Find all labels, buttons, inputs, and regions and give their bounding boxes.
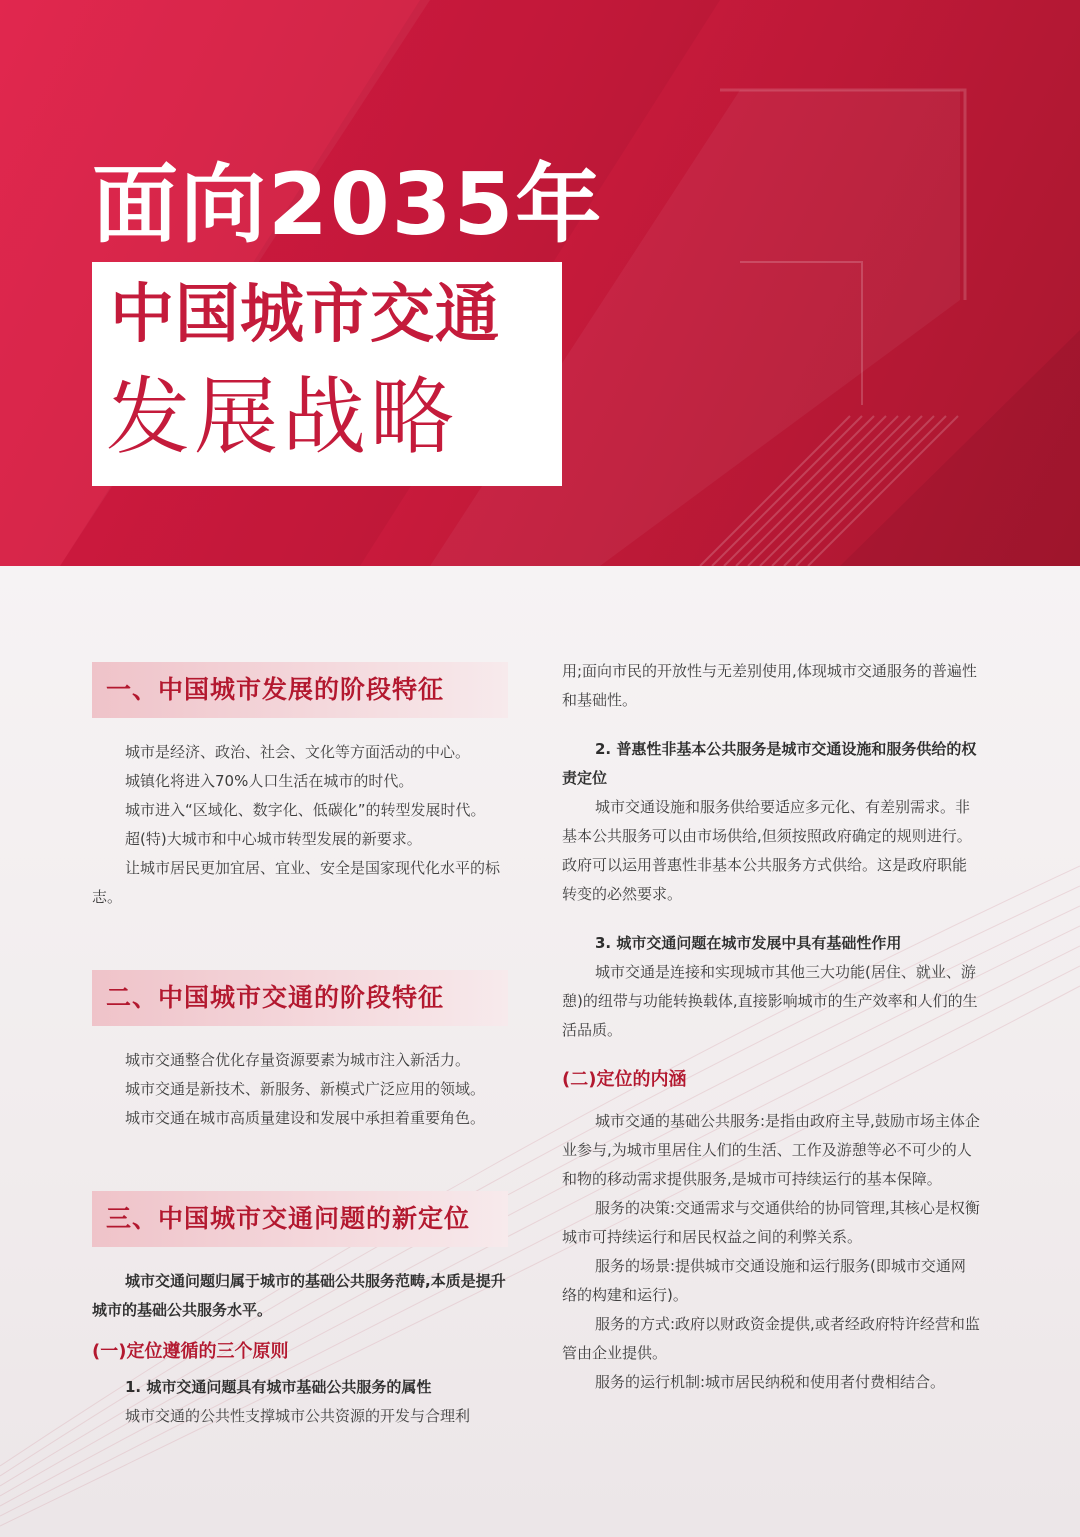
title-line-1: 面向2035年 <box>92 155 604 255</box>
principle-3-text: 城市交通是连接和实现城市其他三大功能(居住、就业、游憩)的纽带与功能转换载体,直接影响城市的生产效率和人们的生活品质。 <box>562 963 978 1039</box>
section-2-paragraph: 城市交通整合优化存量资源要素为城市注入新活力。 <box>125 1051 471 1069</box>
section-2-paragraph: 城市交通在城市高质量建设和发展中承担着重要角色。 <box>125 1109 486 1127</box>
principle-2-title: 2. 普惠性非基本公共服务是城市交通设施和服务供给的权责定位 <box>562 740 977 787</box>
section-3-lead: 城市交通问题归属于城市的基础公共服务范畴,本质是提升城市的基础公共服务水平。 <box>92 1272 506 1319</box>
left-column <box>92 662 508 1431</box>
connotation-paragraph: 服务的方式:政府以财政资金提供,或者经政府特许经营和监管由企业提供。 <box>562 1315 980 1362</box>
title-line-2: 中国城市交通 <box>110 278 500 352</box>
section-3-heading-band <box>92 1191 508 1247</box>
connotation-paragraph: 服务的场景:提供城市交通设施和运行服务(即城市交通网络的构建和运行)。 <box>562 1257 966 1304</box>
section-1-paragraph: 城市进入“区域化、数字化、低碳化”的转型发展时代。 <box>125 801 486 819</box>
connotation-paragraph: 城市交通的基础公共服务:是指由政府主导,鼓励市场主体企业参与,为城市里居住人们的生活、工作及游憩等必不可少的人和物的移动需求提供服务,是城市可持续运行的基本保障。 <box>562 1112 980 1188</box>
connotation-paragraph: 服务的决策:交通需求与交通供给的协同管理,其核心是权衡城市可持续运行和居民权益之间的利弊关系。 <box>562 1199 980 1246</box>
section-1-paragraph: 超(特)大城市和中心城市转型发展的新要求。 <box>125 830 422 848</box>
section-1-heading-band <box>92 662 508 718</box>
hero-banner <box>0 0 1080 566</box>
right-column <box>562 657 980 1397</box>
section-1-paragraph: 让城市居民更加宜居、宜业、安全是国家现代化水平的标志。 <box>92 859 501 906</box>
principle-2-text: 城市交通设施和服务供给要适应多元化、有差别需求。非基本公共服务可以由市场供给,但须按照政府确定的规则进行。政府可以运用普惠性非基本公共服务方式供给。这是政府职能转变的必然要求。 <box>562 798 972 903</box>
section-1-paragraph: 城市是经济、政治、社会、文化等方面活动的中心。 <box>125 743 471 761</box>
section-1-heading: 一、中国城市发展的阶段特征 <box>106 675 445 704</box>
subheading-principles: (一)定位遵循的三个原则 <box>92 1341 289 1362</box>
section-3-heading: 三、中国城市交通问题的新定位 <box>106 1204 471 1233</box>
section-2-paragraph: 城市交通是新技术、新服务、新模式广泛应用的领域。 <box>125 1080 486 1098</box>
subheading-connotation: (二)定位的内涵 <box>562 1069 687 1090</box>
section-1-paragraph: 城镇化将进入70%人口生活在城市的时代。 <box>125 772 414 790</box>
title-line-3: 发展战略 <box>106 368 459 466</box>
principle-3-title: 3. 城市交通问题在城市发展中具有基础性作用 <box>595 934 902 952</box>
section-2-heading: 二、中国城市交通的阶段特征 <box>106 983 445 1012</box>
principle-1-text: 城市交通的公共性支撑城市公共资源的开发与合理利 <box>125 1407 471 1425</box>
section-2-heading-band <box>92 970 508 1026</box>
title-box <box>92 262 562 486</box>
connotation-paragraph: 服务的运行机制:城市居民纳税和使用者付费相结合。 <box>595 1373 946 1391</box>
principle-1-text-continued: 用;面向市民的开放性与无差别使用,体现城市交通服务的普遍性和基础性。 <box>562 662 977 709</box>
principle-1-title: 1. 城市交通问题具有城市基础公共服务的属性 <box>125 1378 432 1396</box>
